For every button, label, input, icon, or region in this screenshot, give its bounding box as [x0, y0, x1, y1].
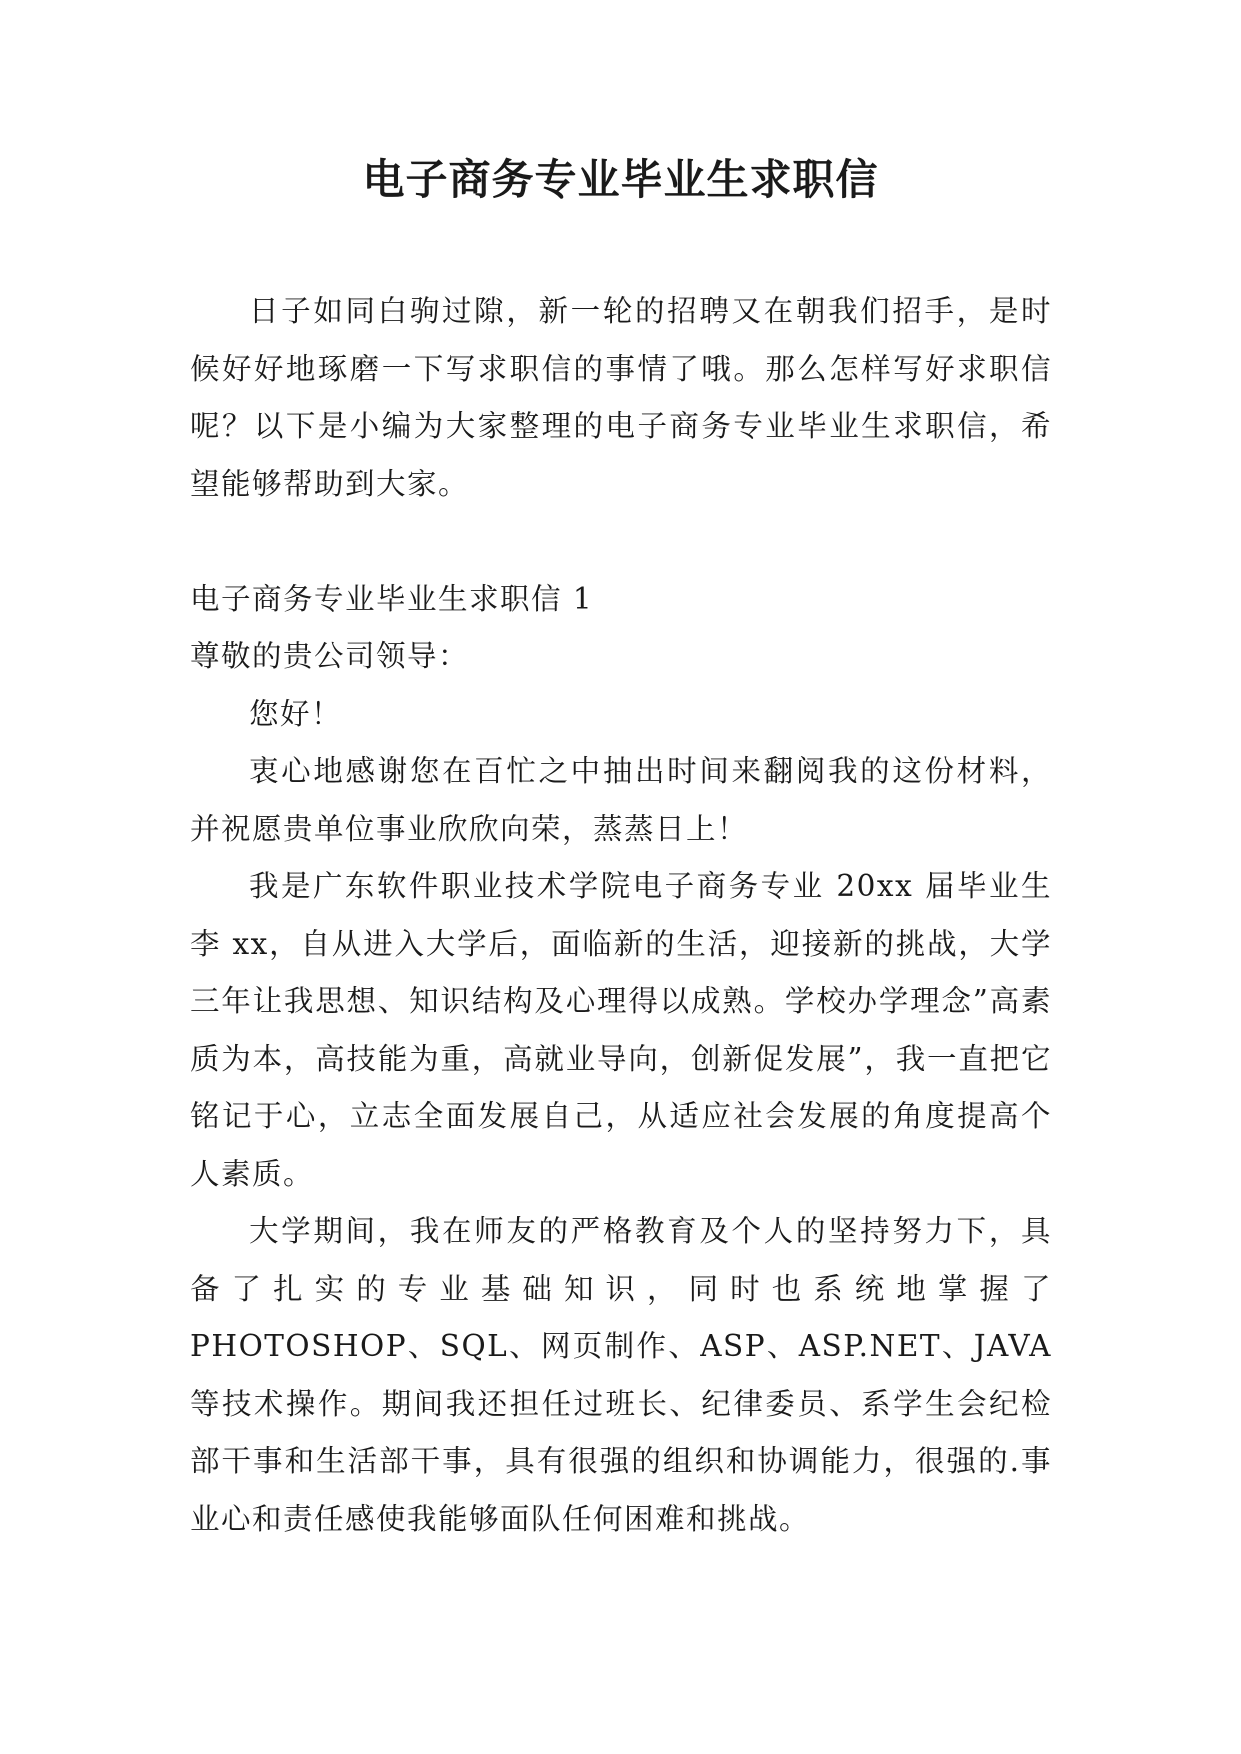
letter-heading: 电子商务专业毕业生求职信 1 [190, 581, 594, 616]
paragraph-spacer [190, 513, 1052, 571]
letter-greeting: 您好！ [249, 696, 343, 731]
letter-salutation: 尊敬的贵公司领导： [190, 639, 470, 673]
intro-paragraph: 日子如同白驹过隙，新一轮的招聘又在朝我们招手，是时候好好地琢磨一下写求职信的事情了哦。那么怎样写好求职信呢？以下是小编为大家整理的电子商务专业毕业生求职信，希望能够帮助到大家。 [190, 294, 1052, 501]
letter-paragraph: 大学期间，我在师友的严格教育及个人的坚持努力下，具备了扎实的专业基础知识，同时也系统地掌握了PHOTOSHOP、SQL、网页制作、ASP、ASP.NET、JAVA 等技术操作。期间我还担任过班长、纪律委员、系学生会纪检部干事和生活部干事，具有很强的组织和协调能力，很强的.事业心和责任感使我能够面队任何困难和挑战。 [190, 1214, 1052, 1536]
letter-paragraph: 衷心地感谢您在百忙之中抽出时间来翻阅我的这份材料，并祝愿贵单位事业欣欣向荣，蒸蒸日上！ [190, 754, 1052, 846]
document-title: 电子商务专业毕业生求职信 [362, 155, 879, 204]
letter-paragraph: 我是广东软件职业技术学院电子商务专业 20xx 届毕业生李 xx，自从进入大学后，面临新的生活，迎接新的挑战，大学三年让我思想、知识结构及心理得以成熟。学校办学理念”高素质为本，高技能为重，高就业导向，创新促发展”，我一直把它铭记于心，立志全面发展自己，从适应社会发展的角度提高个人素质。 [190, 869, 1052, 1191]
document-body [190, 283, 1052, 1548]
